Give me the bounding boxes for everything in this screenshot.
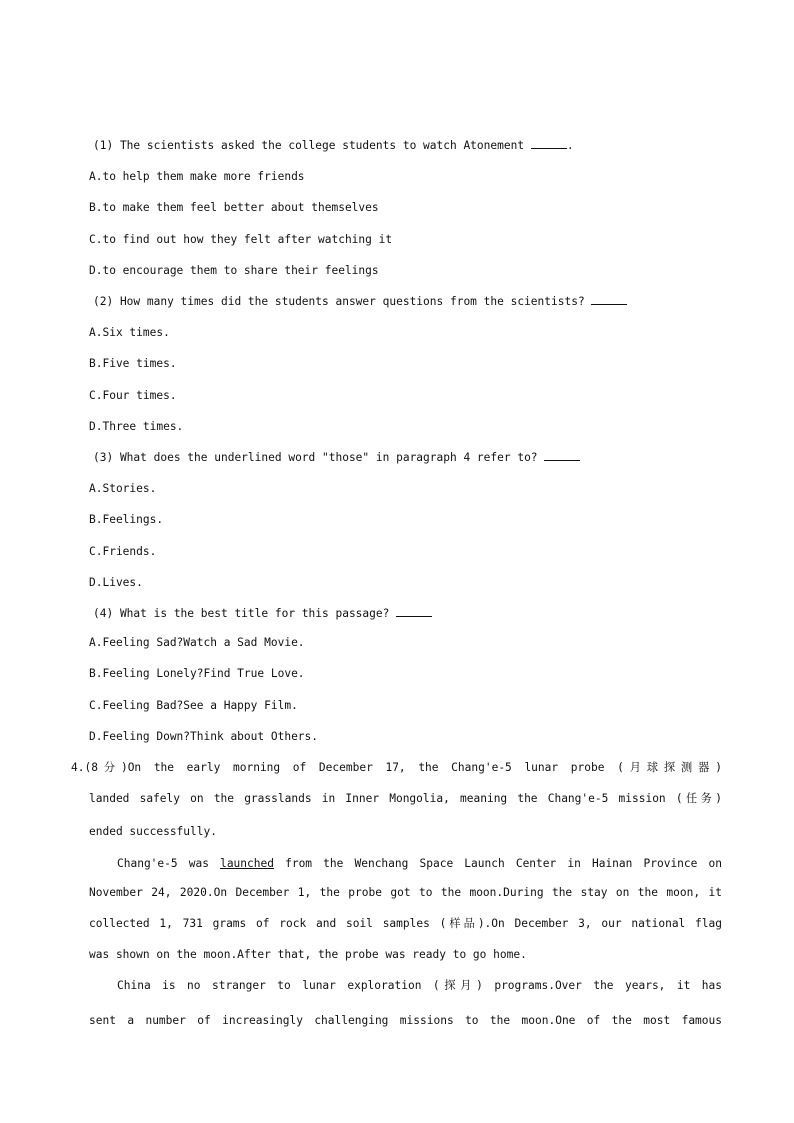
- paragraph-1-line-4: was shown on the moon.After that, the probe was ready to go home.: [89, 948, 527, 961]
- q4-option-a: A.Feeling Sad?Watch a Sad Movie.: [89, 636, 305, 649]
- question-1-stem: (1) The scientists asked the college students to watch Atonement .: [93, 136, 574, 154]
- passage-4-header-line-1: 4.(8分)On the early morning of December 17, the Chang'e-5 lunar probe (月球探测器): [71, 761, 722, 774]
- q1-option-b: B.to make them feel better about themselves: [89, 201, 379, 214]
- passage-4-header-line-3: ended successfully.: [89, 825, 217, 838]
- passage-4-header-line-2: landed safely on the grasslands in Inner Mongolia, meaning the Chang'e-5 mission (任务): [89, 792, 722, 805]
- paragraph-1-line-1: Chang'e-5 was launched from the Wenchang Space Launch Center in Hainan Province on: [117, 857, 722, 870]
- paragraph-2-line-2: sent a number of increasingly challenging missions to the moon.One of the most famous: [89, 1014, 722, 1027]
- q3-option-d: D.Lives.: [89, 576, 143, 589]
- paragraph-1-line-3: collected 1, 731 grams of rock and soil samples (样品).On December 3, our national flag: [89, 917, 722, 930]
- q1-option-c: C.to find out how they felt after watching it: [89, 233, 393, 246]
- q3-option-c: C.Friends.: [89, 545, 157, 558]
- paragraph-2-line-1: China is no stranger to lunar exploration (探月) programs.Over the years, it has: [117, 979, 722, 992]
- question-2-stem: (2) How many times did the students answer questions from the scientists?: [93, 292, 627, 310]
- question-4-stem: (4) What is the best title for this passage?: [93, 604, 432, 622]
- answer-blank[interactable]: [591, 292, 627, 305]
- q2-option-d: D.Three times.: [89, 420, 184, 433]
- q2-option-c: C.Four times.: [89, 389, 177, 402]
- q2-option-b: B.Five times.: [89, 357, 177, 370]
- paragraph-1-line-2: November 24, 2020.On December 1, the probe got to the moon.During the stay on the moon, it: [89, 886, 722, 899]
- q3-option-b: B.Feelings.: [89, 513, 164, 526]
- q4-option-d: D.Feeling Down?Think about Others.: [89, 730, 319, 743]
- answer-blank[interactable]: [396, 604, 432, 617]
- q1-option-a: A.to help them make more friends: [89, 170, 305, 183]
- answer-blank[interactable]: [544, 448, 580, 461]
- q3-option-a: A.Stories.: [89, 482, 157, 495]
- answer-blank[interactable]: [531, 136, 567, 149]
- q4-option-b: B.Feeling Lonely?Find True Love.: [89, 667, 305, 680]
- question-3-stem: (3) What does the underlined word "those" in paragraph 4 refer to?: [93, 448, 580, 466]
- q4-option-c: C.Feeling Bad?See a Happy Film.: [89, 699, 298, 712]
- underlined-word: launched: [220, 857, 274, 870]
- q2-option-a: A.Six times.: [89, 326, 170, 339]
- q1-option-d: D.to encourage them to share their feelings: [89, 264, 379, 277]
